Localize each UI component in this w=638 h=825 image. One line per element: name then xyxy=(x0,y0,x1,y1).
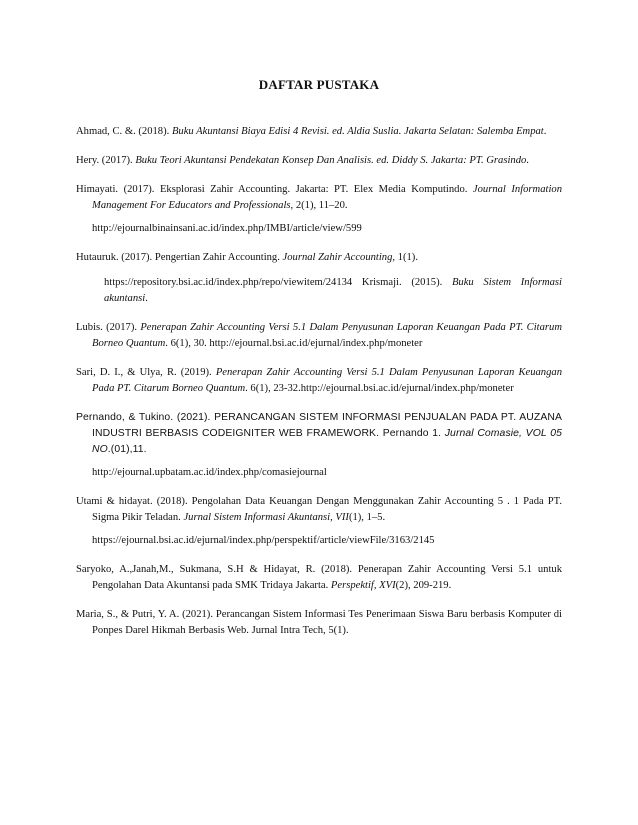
reference-text: .(01),11. xyxy=(107,444,147,455)
reference-title: Journal Information Management For Educators and Professionals xyxy=(92,184,562,211)
reference-entry xyxy=(76,182,562,214)
reference-text: (1), 1–5. xyxy=(348,512,386,523)
reference-text: Pernando, & Tukino. (2021). PERANCANGAN SISTEM INFORMASI PENJUALAN PADA PT. AUZANA INDUSTRI BERBASIS CODEIGNITER WEB FRAMEWORK. Pernando 1. xyxy=(76,412,562,439)
reference-title: Jurnal Sistem Informasi Akuntansi, VII xyxy=(183,512,349,523)
reference-entry xyxy=(76,124,562,140)
reference-text: . 6(1), 30. http://ejournal.bsi.ac.id/ejurnal/index.php/moneter xyxy=(165,338,423,349)
reference-title: Penerapan Zahir Accounting Versi 5.1 Dalam Penyusunan Laporan Keuangan Pada PT. Citarum Borneo Quantum xyxy=(92,322,562,349)
reference-title: Jurnal Comasie, VOL 05 NO xyxy=(92,428,562,455)
reference-text: https://repository.bsi.ac.id/index.php/repo/viewitem/24134 Krismaji. (2015). xyxy=(104,277,452,288)
reference-text: . xyxy=(145,293,148,304)
reference-title: Buku Teori Akuntansi Pendekatan Konsep Dan Analisis. ed. Diddy S. Jakarta: PT. Grasindo xyxy=(135,155,527,166)
reference-text: Ahmad, C. &. (2018). xyxy=(76,126,172,137)
reference-text: Sari, D. I., & Ulya, R. (2019). xyxy=(76,367,216,378)
reference-entry xyxy=(76,562,562,594)
reference-text: (2), 209-219. xyxy=(395,580,452,591)
reference-text: Himayati. (2017). Eksplorasi Zahir Accounting. Jakarta: PT. Elex Media Komputindo. xyxy=(76,184,473,195)
reference-text: Lubis. (2017). xyxy=(76,322,141,333)
reference-entry xyxy=(76,494,562,526)
reference-entry xyxy=(76,607,562,639)
reference-text: , 1(1). xyxy=(392,252,418,263)
page-title: DAFTAR PUSTAKA xyxy=(258,77,380,92)
reference-entry xyxy=(76,153,562,169)
reference-text: . xyxy=(543,126,547,137)
reference-entry xyxy=(104,275,562,307)
reference-entry xyxy=(76,410,562,458)
reference-url[interactable]: http://ejournal.upbatam.ac.id/index.php/comasiejournal xyxy=(92,467,327,478)
reference-title: Buku Akuntansi Biaya Edisi 4 Revisi. ed. Aldia Suslia. Jakarta Selatan: Salemba Empat xyxy=(171,126,544,137)
reference-title: Penerapan Zahir Accounting Versi 5.1 Dalam Penyusunan Laporan Keuangan Pada PT. Citarum Borneo Quantum xyxy=(92,367,562,394)
reference-url[interactable]: https://ejournal.bsi.ac.id/ejurnal/index.php/perspektif/article/viewFile/3163/2145 xyxy=(92,535,435,546)
reference-text: Hery. (2017). xyxy=(76,155,136,166)
reference-text: . xyxy=(526,155,529,166)
reference-text: Saryoko, A.,Janah,M., Sukmana, S.H & Hidayat, R. (2018). Penerapan Zahir Accounting Versi 5.1 untuk Pengolahan Data Akuntansi pada SMK Tridaya Jakarta. xyxy=(76,564,562,591)
reference-list xyxy=(76,124,562,652)
reference-text: . 6(1), 23-32.http://ejournal.bsi.ac.id/ejurnal/index.php/moneter xyxy=(245,383,514,394)
reference-entry xyxy=(76,250,562,266)
reference-url[interactable]: http://ejournalbinainsani.ac.id/index.php/IMBI/article/view/599 xyxy=(92,223,362,234)
reference-text: , 2(1), 11–20. xyxy=(290,200,348,211)
reference-entry xyxy=(76,320,562,352)
reference-text: Maria, S., & Putri, Y. A. (2021). Perancangan Sistem Informasi Tes Penerimaan Siswa Baru berbasis Komputer di Ponpes Darel Hikmah Berbasis Web. Jurnal Intra Tech, 5(1). xyxy=(76,609,562,636)
reference-text: Utami & hidayat. (2018). Pengolahan Data Keuangan Dengan Menggunakan Zahir Accounting 5 . 1 Pada PT. Sigma Pikir Teladan. xyxy=(76,496,562,523)
reference-entry xyxy=(76,365,562,397)
reference-title: Perspektif, XVI xyxy=(330,580,396,591)
reference-title: Journal Zahir Accounting xyxy=(282,252,393,263)
reference-text: Hutauruk. (2017). Pengertian Zahir Accounting. xyxy=(76,252,283,263)
reference-title: Buku Sistem Informasi akuntansi xyxy=(104,277,562,304)
